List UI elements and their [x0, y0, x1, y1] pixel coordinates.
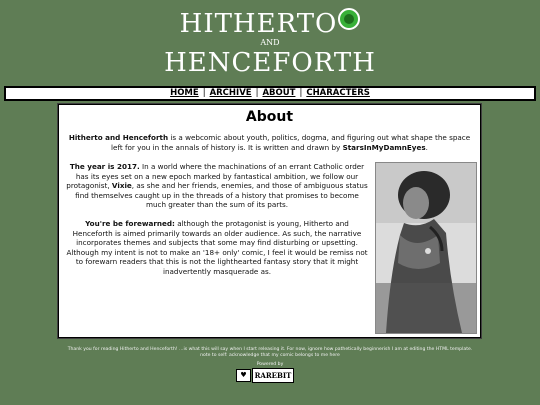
- site-title-and: AND: [260, 38, 280, 47]
- comic-title-text: Hitherto and Henceforth: [68, 133, 169, 142]
- setting-text-b: , as she and her friends, enemies, and those of ambiguous status find themselves caught up in the threads of a history that promises to become much greater than the sum of its parts.: [75, 181, 368, 210]
- green-ring-icon: [338, 8, 360, 30]
- about-paragraph-warning: [65, 219, 369, 277]
- rarebit-badge[interactable]: RAREBIT: [252, 368, 294, 383]
- vintage-portrait-image: [376, 163, 476, 333]
- setting-text-a: In a world where the machinations of an errant Catholic order has its eyes set on a new epoch marked by fantastical ambition, we follow our protagonist,: [66, 162, 365, 191]
- warning-text: although the protagonist is young, Hitherto and Henceforth is aimed primarily towards an older audience. As such, the narrative incorporates themes and subjects that some may find disturbing or upsetting. Although my intent is not to make an '18+ only' comic, I feel it would be remiss not to forewarn readers that this is not the lighthearted fantasy story that it might inadvertently masquerade as.: [66, 219, 368, 276]
- protagonist-name: Vixie: [111, 181, 132, 191]
- author-name: StarsInMyDamnEyes: [342, 142, 426, 152]
- warning-lead: You're be forewarned:: [85, 219, 175, 228]
- navbar: [4, 86, 536, 101]
- site-title-line1: [0, 8, 540, 39]
- small-badge[interactable]: ♥: [236, 369, 251, 382]
- nav-separator: |: [255, 88, 259, 98]
- nav-home-link[interactable]: HOME: [170, 88, 199, 98]
- about-paragraph-intro: [65, 133, 474, 152]
- footer-line2: note to self: acknowledge that my comic belongs to me here: [200, 353, 340, 358]
- about-content-panel: [58, 104, 481, 338]
- intro-text: is a webcomic about youth, politics, dogma, and figuring out what shape the space left for you in the annals of history is. It is written and drawn by: [111, 133, 471, 152]
- character-photo: [375, 162, 477, 334]
- footer-badges: [236, 368, 316, 382]
- nav-about-link[interactable]: ABOUT: [262, 88, 296, 98]
- about-heading: About: [245, 109, 294, 125]
- footer-line1: Thank you for reading Hitherto and Henceforth! ...is what this will say when I start releasing it. For now, ignore how pathetically beginnerish I am at editing the HTML template.: [67, 347, 473, 352]
- nav-separator: |: [202, 88, 206, 98]
- footer-text: [0, 347, 540, 359]
- year-text: The year is 2017.: [69, 162, 140, 171]
- about-paragraph-setting: [65, 162, 369, 210]
- nav-separator: |: [299, 88, 303, 98]
- site-title-line2[interactable]: HENCEFORTH: [164, 48, 376, 78]
- intro-end: .: [425, 142, 428, 152]
- site-header: [0, 6, 540, 84]
- nav-characters-link[interactable]: CHARACTERS: [306, 88, 370, 98]
- powered-by-label: Powered by: [256, 362, 284, 367]
- nav-archive-link[interactable]: ARCHIVE: [209, 88, 252, 98]
- site-title-hitherto: HITHERTO: [179, 9, 338, 39]
